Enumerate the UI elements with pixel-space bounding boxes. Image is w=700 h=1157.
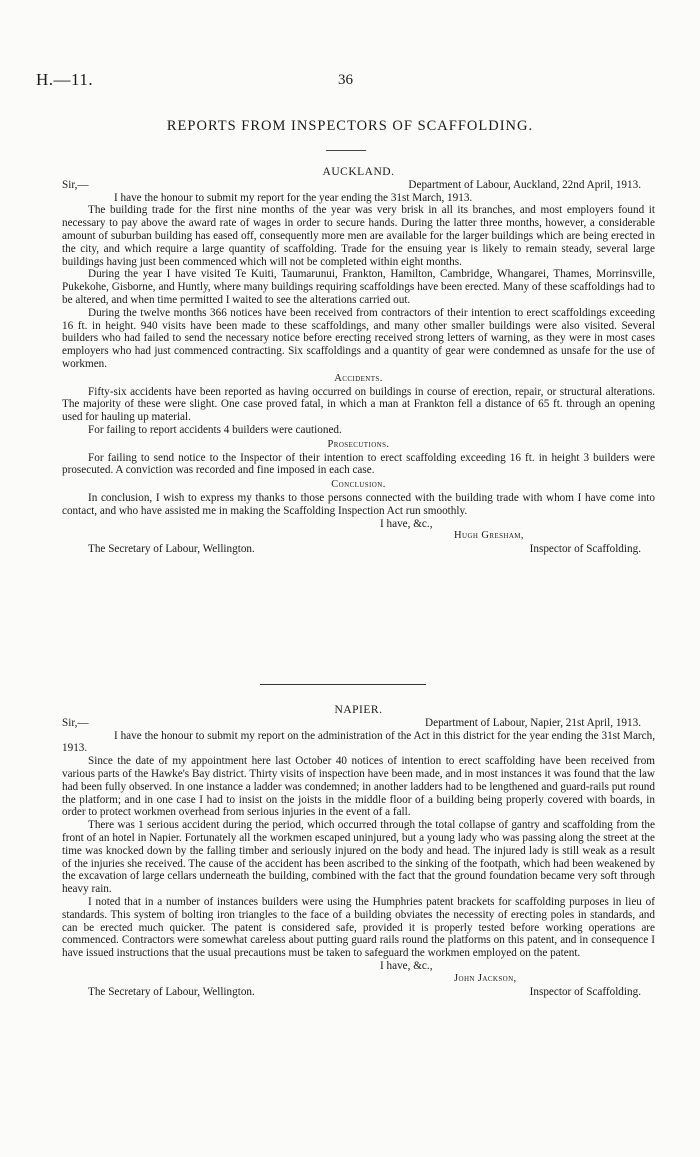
- page-title: REPORTS FROM INSPECTORS OF SCAFFOLDING.: [166, 118, 534, 134]
- conclusion-heading: Conclusion.: [331, 479, 386, 491]
- prosecutions-heading: Prosecutions.: [327, 438, 390, 450]
- auckland-report: [62, 166, 655, 556]
- auckland-dateline-row: [62, 179, 655, 192]
- napier-paragraph: I have the honour to submit my report on the administration of the Act in this district for the year ending the 31st March, 1913.: [62, 729, 655, 755]
- napier-paragraph: I noted that in a number of instances builders were using the Humphries patent brackets for scaffolding purposes in lieu of standards. This system of bolting iron triangles to the face of a building obviates the necessity of erecting poles in standards, and can be erected much quicker. The patent is considered safe, provided it is properly tested before working operations are commenced. Contractors were somewhat careless about putting guard rails round the platforms on this patent, and in consequence I have issued instructions that the usual precautions must be taken to safeguard the workmen employed on the patent.: [62, 895, 655, 960]
- auckland-paragraph: The building trade for the first nine months of the year was very brisk in all its branches, and most employers found it necessary to pay above the award rate of wages in order to secure hands. During the latter three months, however, a considerable amount of suburban building has eased off, consequently more men are available for the larger buildings which are being erected in the city, and which require a large quantity of scaffolding. Trade for the ensuing year is likely to remain steady, several large buildings having just been commenced which will not be completed within eight months.: [62, 204, 655, 268]
- auckland-heading: AUCKLAND.: [322, 166, 395, 178]
- napier-paragraph: Since the date of my appointment here last October 40 notices of intention to erect scaffolding have been received from various parts of the Hawke's Bay district. Thirty visits of inspection have been made, and in most instances it was found that the law had been fully observed. In one instance a ladder was condemned; in another ladders had to be lengthened and guard-rails put round the platform; and in one case I had to insist on the joists in the middle floor of a building being properly covered with boards, in order to protect workmen overhead from serious injuries in the event of a fall.: [62, 755, 655, 819]
- napier-closing: I have, &c.,: [380, 959, 433, 972]
- napier-dateline-row: [62, 717, 655, 730]
- auckland-paragraph: For failing to report accidents 4 builders were cautioned.: [88, 423, 342, 436]
- accidents-heading: Accidents.: [334, 372, 383, 384]
- auckland-signer: Hugh Gresham,: [454, 530, 524, 542]
- auckland-paragraph: During the year I have visited Te Kuiti, Taumarunui, Frankton, Hamilton, Cambridge, Whangarei, Thames, Morrinsville, Pukekohe, Gisborne, and Huntly, where many buildings requiring scaffoldings have been erected. Many of these scaffoldings had to be altered, and when time permitted I waited to see the alterations carried out.: [62, 268, 655, 306]
- auckland-dateline: Department of Labour, Auckland, 22nd April, 1913.: [408, 178, 641, 191]
- napier-report: [62, 704, 655, 998]
- napier-signer: John Jackson,: [454, 972, 517, 984]
- napier-role: Inspector of Scaffolding.: [529, 985, 641, 998]
- auckland-closing: I have, &c.,: [380, 517, 433, 530]
- auckland-paragraph: During the twelve months 366 notices have been received from contractors of their intention to erect scaffoldings exceeding 16 ft. in height. 940 visits have been made to these scaffoldings, and many other smaller buildings were also visited. Several builders who had failed to send the necessary notice before erecting received strong letters of warning, as they were in most cases employers who had just commenced contracting. Six scaffoldings and a quantity of gear were condemned as unsafe for the use of workmen.: [62, 306, 655, 370]
- auckland-salutation: Sir,—: [62, 178, 89, 191]
- page-number: 36: [338, 72, 353, 88]
- napier-heading: NAPIER.: [334, 704, 383, 716]
- napier-dateline: Department of Labour, Napier, 21st April, 1913.: [425, 716, 641, 729]
- section-divider: [260, 684, 426, 685]
- document-code: H.—11.: [36, 70, 94, 89]
- napier-salutation: Sir,—: [62, 716, 89, 729]
- auckland-addressee: The Secretary of Labour, Wellington.: [88, 543, 255, 556]
- napier-paragraph: There was 1 serious accident during the period, which occurred through the total collapse of gantry and scaffolding from the front of an hotel in Napier. Fortunately all the workmen escaped uninjured, but a young lady who was passing along the street at the time was knocked down by the falling timber and seriously injured on the body and head. The injured lady is still weak as a result of the injuries she received. The cause of the accident has been ascribed to the sinking of the footpath, which had been weakened by the excavation of large cellars underneath the building, combined with the fact that the ground foundation became very soft through heavy rain.: [62, 819, 655, 896]
- auckland-signoff-row: [62, 543, 655, 556]
- auckland-paragraph: For failing to send notice to the Inspector of their intention to erect scaffolding exceeding 16 ft. in height 3 builders were prosecuted. A conviction was recorded and fine imposed in each case.: [62, 451, 655, 477]
- auckland-role: Inspector of Scaffolding.: [529, 543, 641, 556]
- auckland-paragraph: I have the honour to submit my report for the year ending the 31st March, 1913.: [114, 191, 473, 204]
- napier-addressee: The Secretary of Labour, Wellington.: [88, 985, 255, 998]
- auckland-paragraph: Fifty-six accidents have been reported as having occurred on buildings in course of erection, repair, or structural alterations. The majority of these were slight. One case proved fatal, in which a man at Frankton fell a distance of 65 ft. through an opening used for hauling up material.: [62, 385, 655, 424]
- napier-signoff-row: [62, 986, 655, 999]
- auckland-paragraph: In conclusion, I wish to express my thanks to those persons connected with the building trade with whom I have come into contact, and who have assisted me in making the Scaffolding Inspection Act run smoothly.: [62, 491, 655, 517]
- title-divider: [326, 150, 366, 151]
